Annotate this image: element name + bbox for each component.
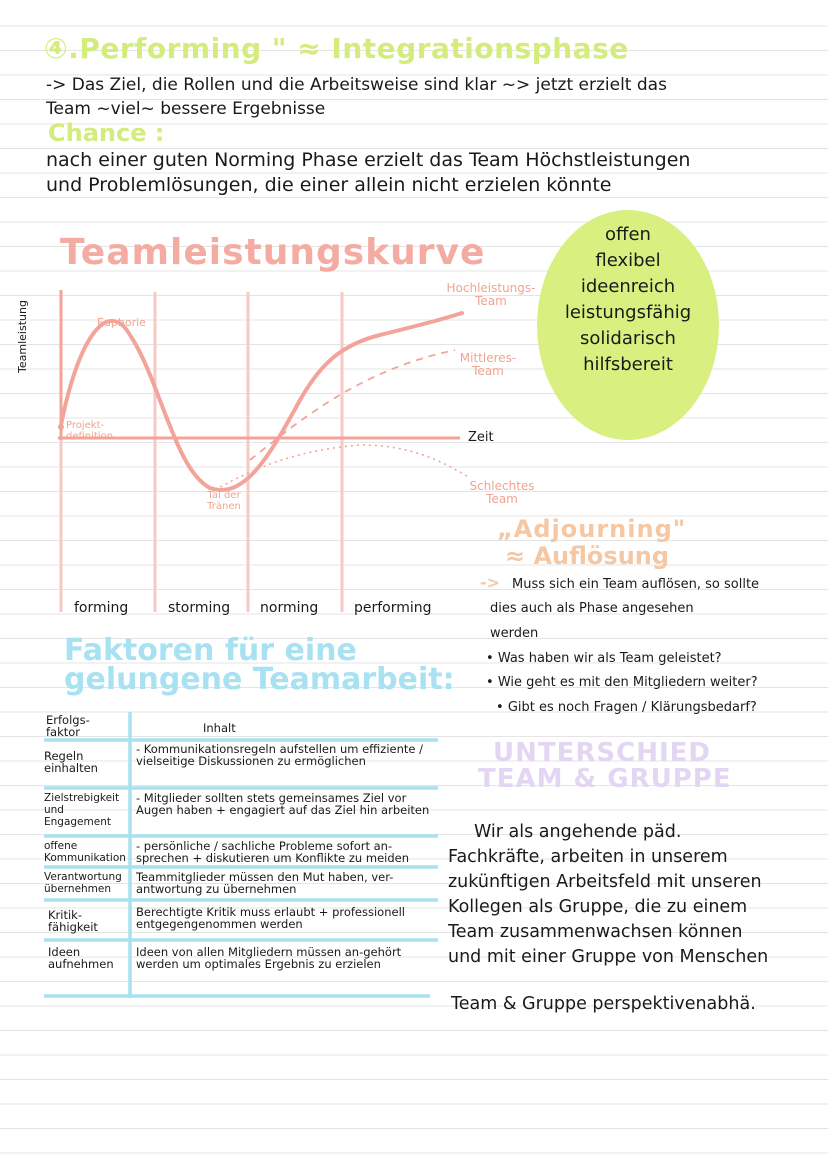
phase-storming: storming xyxy=(168,600,231,616)
label-euphorie: Euphorie xyxy=(97,316,146,329)
table-row-content: Berechtigte Kritik muss erlaubt + professionell entgegengenommen werden xyxy=(136,905,405,931)
table-row-content: Ideen von allen Mitgliedern müssen an-gehört werden um optimales Ergebnis zu erzielen xyxy=(136,945,402,971)
intro-line-1: -> Das Ziel, die Rollen und die Arbeitsweise sind klar ~> jetzt erzielt das xyxy=(46,75,667,95)
table-row-content: - Mitglieder sollten stets gemeinsames Ziel vor Augen haben + engagiert auf das Ziel hin arbeiten xyxy=(136,791,430,817)
adjourning-arrow: -> xyxy=(480,573,501,592)
chart-title: Teamleistungskurve xyxy=(60,232,486,273)
label-tal-der-traenen: Tal der Tränen xyxy=(207,490,241,512)
para-line: und mit einer Gruppe von Menschen xyxy=(448,947,769,967)
difference-footer: Team & Gruppe perspektivenabhä. xyxy=(451,994,756,1014)
label-mittleres-team: Mittleres-Team xyxy=(459,351,517,378)
phase-norming: norming xyxy=(260,600,319,616)
table-row-factor: Verantwortung übernehmen xyxy=(44,871,122,895)
table-row-content: - Kommunikationsregeln aufstellen um effiziente / vielseitige Diskussionen zu ermöglichen xyxy=(136,742,423,768)
chance-line-1: nach einer guten Norming Phase erzielt das Team Höchstleistungen xyxy=(46,149,691,171)
adjourning-bullet: • Wie geht es mit den Mitgliedern weiter? xyxy=(486,675,758,690)
bullet-text: Gibt es noch Fragen / Klärungsbedarf? xyxy=(507,700,757,715)
table-header-content: Inhalt xyxy=(203,721,236,735)
chance-label: Chance : xyxy=(48,119,165,147)
adjourning-text-2: dies auch als Phase angesehen xyxy=(490,601,694,616)
table-row-factor: Kritik-fähigkeit xyxy=(48,908,98,934)
intro-line-2: Team ~viel~ bessere Ergebnisse xyxy=(46,99,326,119)
difference-title-1: UNTERSCHIED xyxy=(493,738,711,768)
bullet-text: Was haben wir als Team geleistet? xyxy=(497,651,722,666)
table-row-content: Teammitglieder müssen den Mut haben, ver-antwortung zu übernehmen xyxy=(136,870,394,896)
para-line: Fachkräfte, arbeiten in unserem xyxy=(448,847,728,867)
phase-forming: forming xyxy=(74,600,129,616)
label-projektdefinition: Projekt-definition xyxy=(66,420,114,442)
adjourning-text-1: Muss sich ein Team auflösen, so sollte xyxy=(512,577,760,592)
trait-word: leistungsfähig xyxy=(564,302,692,323)
trait-word: solidarisch xyxy=(580,328,676,349)
para-line: Team zusammenwachsen können xyxy=(448,922,743,942)
y-axis-label: Teamleistung xyxy=(15,300,29,373)
chance-line-2: und Problemlösungen, die einer allein nicht erzielen könnte xyxy=(46,174,612,196)
para-line: zukünftigen Arbeitsfeld mit unseren xyxy=(448,872,762,892)
adjourning-text-3: werden xyxy=(490,626,539,641)
adjourning-bullet: • Was haben wir als Team geleistet? xyxy=(486,651,722,666)
phase-performing: performing xyxy=(354,600,432,616)
bullet-text: Wie geht es mit den Mitgliedern weiter? xyxy=(497,675,758,690)
difference-title-2: TEAM & GRUPPE xyxy=(478,764,732,794)
trait-word: ideenreich xyxy=(580,276,676,297)
trait-word: flexibel xyxy=(595,250,661,271)
table-header-factor: Erfolgs-faktor xyxy=(46,713,90,739)
table-row-content: - persönliche / sachliche Probleme sofort an-sprechen + diskutieren um Konflikte zu meiden xyxy=(136,839,410,865)
adjourning-title: „Adjourning" xyxy=(497,515,687,543)
trait-word: hilfsbereit xyxy=(583,354,673,375)
table-row-factor: Ideen aufnehmen xyxy=(48,945,114,971)
factors-title-1: Faktoren für eine xyxy=(64,633,357,668)
para-line: Wir als angehende päd. xyxy=(474,822,682,842)
trait-word: offen xyxy=(605,224,651,245)
adjourning-subtitle: ≈ Auflösung xyxy=(505,542,670,570)
x-axis-label: Zeit xyxy=(468,430,494,445)
label-schlechtes-team: Schlechtes Team xyxy=(469,479,535,506)
table-row-factor: Zielstrebigkeit und Engagement xyxy=(44,792,120,828)
para-line: Kollegen als Gruppe, die zu einem xyxy=(448,897,748,917)
factors-title-2: gelungene Teamarbeit: xyxy=(64,662,455,697)
adjourning-bullet: • Gibt es noch Fragen / Klärungsbedarf? xyxy=(496,700,757,715)
difference-paragraph xyxy=(448,820,818,970)
section-title: ④.Performing " ≈ Integrationsphase xyxy=(44,32,629,65)
label-hochleistungsteam: Hochleistungs-Team xyxy=(446,281,536,308)
table-row-factor: Regeln einhalten xyxy=(44,749,98,775)
table-row-factor: offene Kommunikation xyxy=(44,840,126,864)
